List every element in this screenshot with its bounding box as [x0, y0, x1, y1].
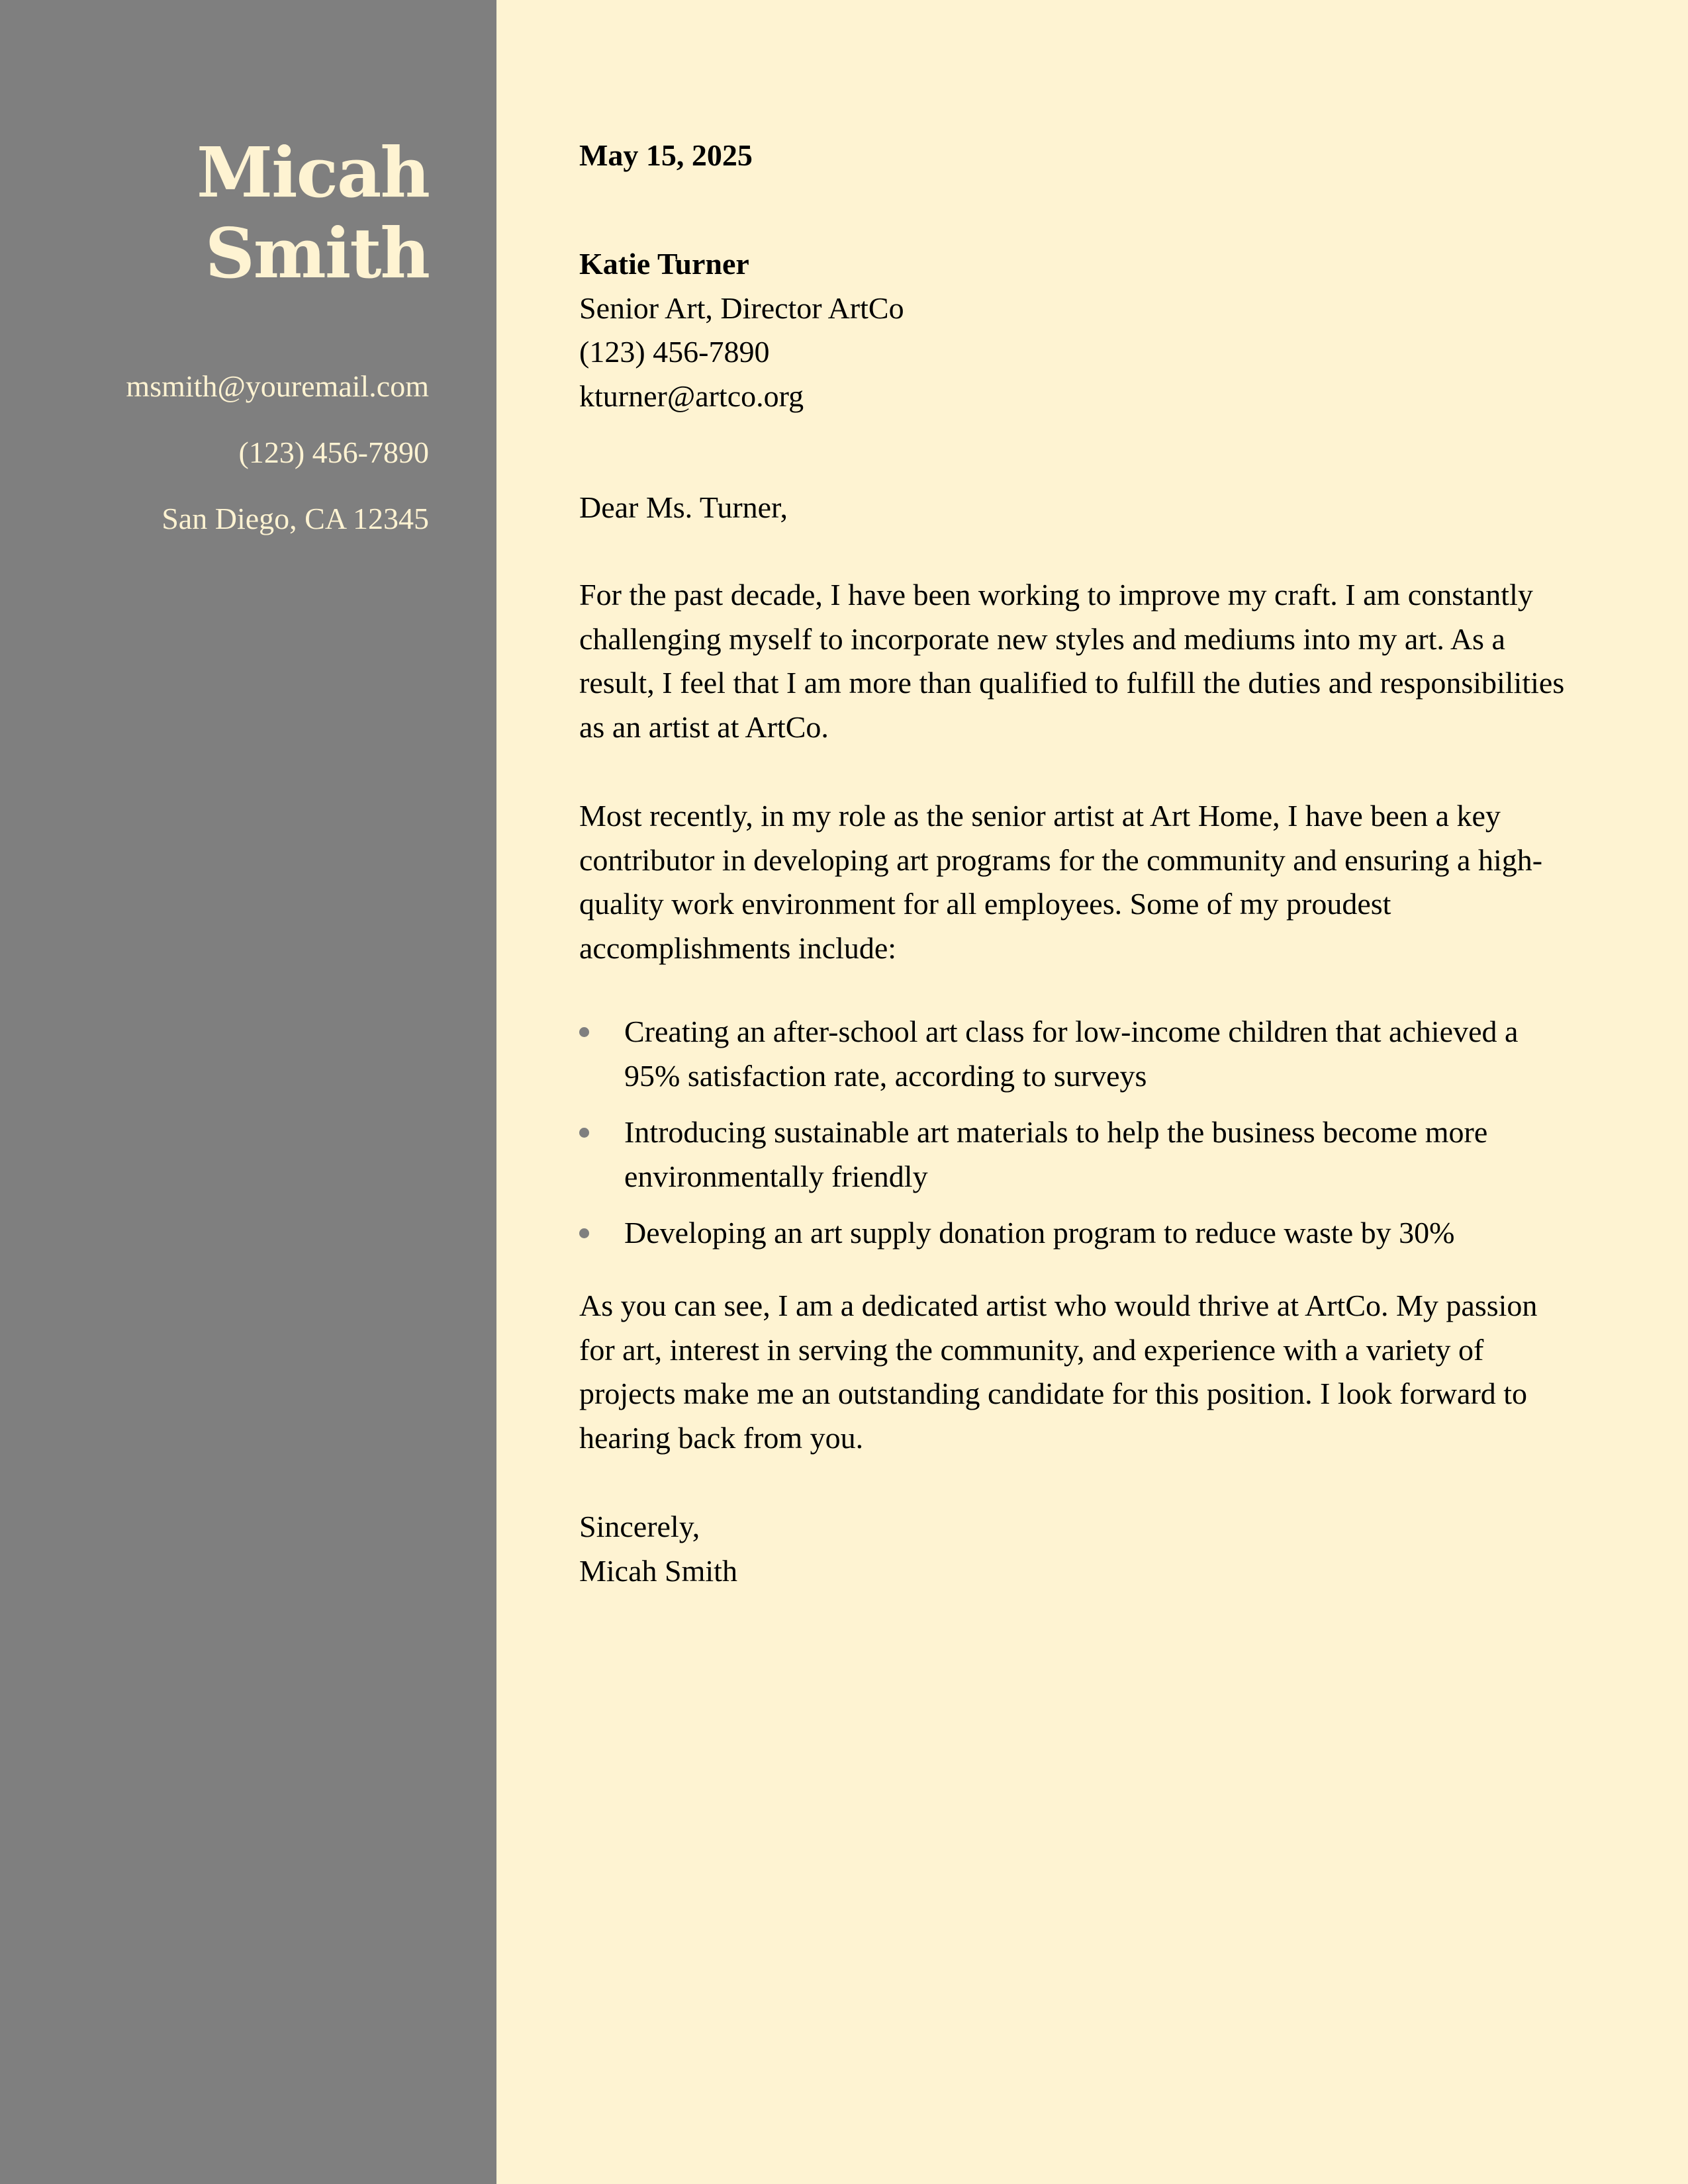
sender-first-name: Micah	[197, 132, 429, 213]
bullet-dot-icon	[579, 1027, 589, 1037]
recipient-block	[579, 242, 904, 418]
paragraph-intro: For the past decade, I have been working to improve my craft. I am constantly challenging myself to incorporate new styles and mediums into my art. As a result, I feel that I am more than qualified to fulfill the duties and responsibilities as an artist at ArtCo.	[579, 578, 1565, 744]
accomplishment-text: Creating an after-school art class for low-income children that achieved a 95% satisfaction rate, according to surveys	[624, 1015, 1519, 1093]
list-item	[579, 1111, 1572, 1199]
recipient-name: Katie Turner	[579, 247, 749, 281]
recipient-email: kturner@artco.org	[579, 379, 804, 413]
salutation: Dear Ms. Turner,	[579, 490, 788, 524]
list-item	[579, 1010, 1572, 1098]
recipient-title: Senior Art, Director ArtCo	[579, 291, 904, 325]
accomplishment-text: Developing an art supply donation program to reduce waste by 30%	[624, 1216, 1455, 1250]
bullet-dot-icon	[579, 1228, 589, 1238]
paragraph-closing: As you can see, I am a dedicated artist who would thrive at ArtCo. My passion for art, interest in serving the community, and experience with a variety of projects make me an outstanding candidate for this position. I look forward to hearing back from you.	[579, 1289, 1538, 1455]
list-item	[579, 1211, 1572, 1255]
accomplishment-text: Introducing sustainable art materials to help the business become more environmentally friendly	[624, 1115, 1488, 1193]
accomplishments-list	[579, 1010, 1572, 1268]
sender-location: San Diego, CA 12345	[162, 502, 429, 535]
sender-last-name: Smith	[205, 212, 429, 294]
signature-name: Micah Smith	[579, 1553, 737, 1588]
sender-name	[19, 132, 429, 294]
sidebar	[0, 0, 496, 2184]
letter-date: May 15, 2025	[579, 138, 753, 172]
recipient-phone: (123) 456-7890	[579, 335, 770, 369]
bullet-dot-icon	[579, 1128, 589, 1138]
paragraph-experience: Most recently, in my role as the senior artist at Art Home, I have been a key contributor in developing art programs for the community and ensuring a high-quality work environment for all employees. Some of my proudest accomplishments include:	[579, 799, 1543, 965]
sender-email: msmith@youremail.com	[126, 369, 429, 403]
closing-phrase: Sincerely,	[579, 1510, 700, 1543]
closing-block	[579, 1505, 737, 1593]
sender-phone: (123) 456-7890	[238, 435, 429, 469]
